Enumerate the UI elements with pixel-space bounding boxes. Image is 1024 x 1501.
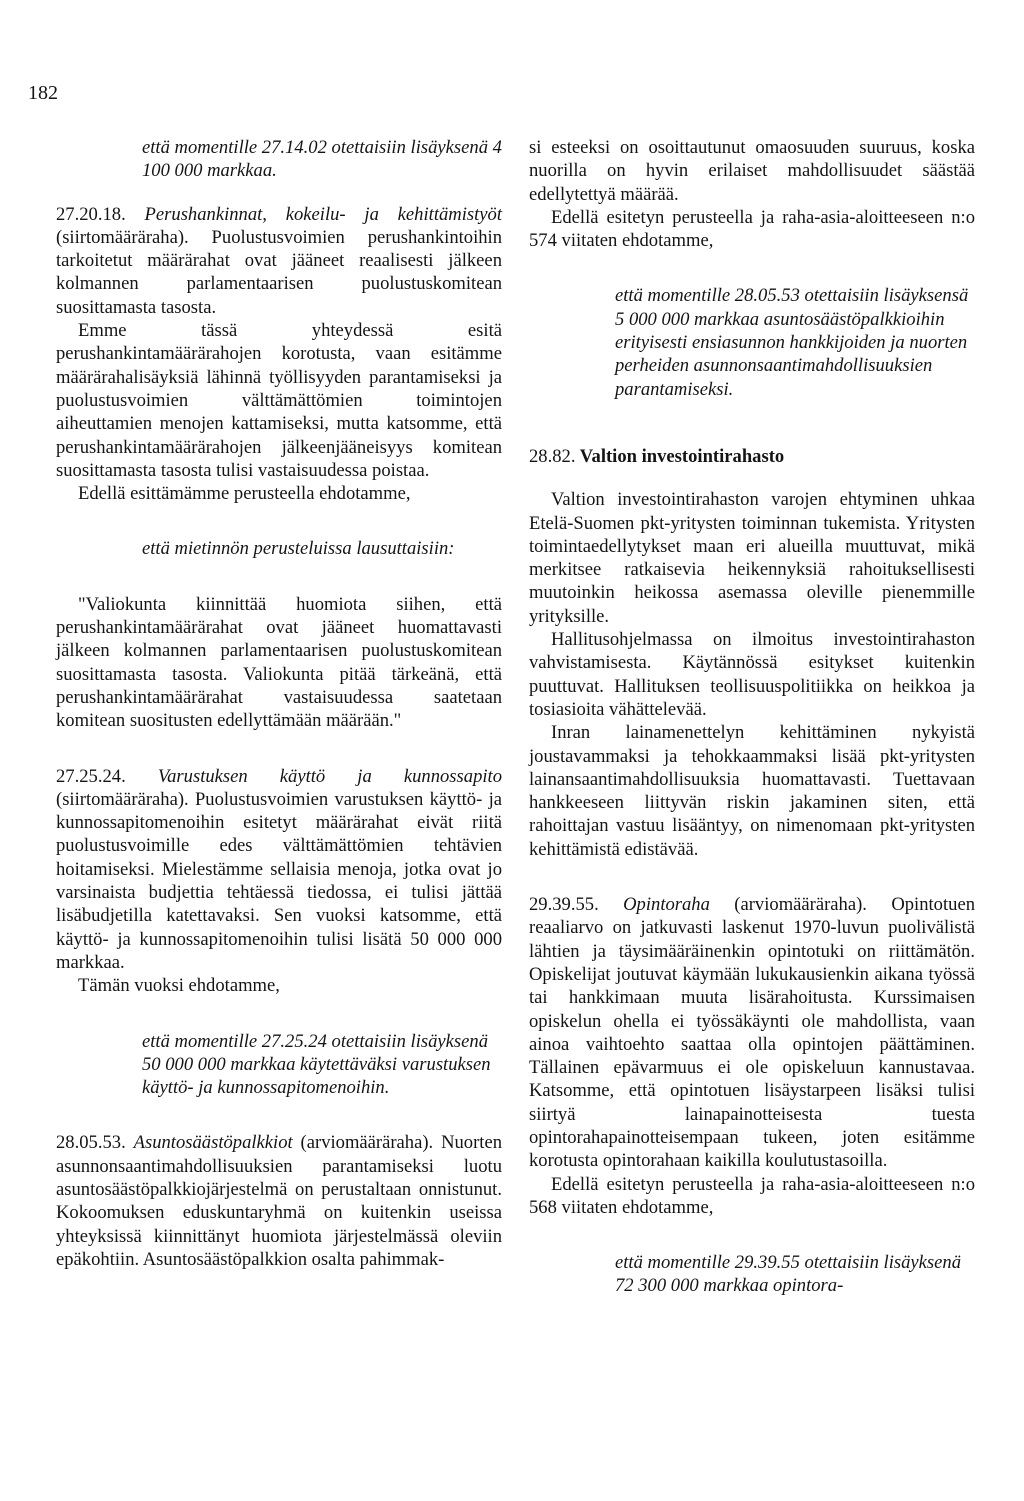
body-paragraph: Edellä esitetyn perusteella ja raha-asia-aloitteeseen n:o 568 viitaten ehdotamme, [529, 1173, 975, 1218]
budget-item-title: Asuntosäästöpalkkiot [133, 1132, 293, 1154]
body-paragraph: Emme tässä yhteydessä esitä perushankintamäärärahojen korotusta, vaan esitämme määrärahalisäyksiä lähinnä työllisyyden parantamiseksi ja puolustusvoimien välttämättömien toimintojen aiheuttamien menojen kattamiseksi, mutta katsomme, että perushankintamäärärahojen jälkeenjääneisyys komitean suosittamasta tasosta tulisi vastaisuudessa poistaa. [56, 320, 502, 481]
budget-item-title: Opintoraha [623, 894, 710, 916]
proposal-text: että momentille 29.39.55 otettaisiin lisäyksenä 72 300 000 markkaa opintora- [615, 1252, 961, 1297]
budget-item-text: (arviomääräraha). Opintotuen reaaliarvo on jatkuvasti laskenut 1970-luvun puolivälistä lähtien ja täysimääräinenkin opintotuki on riittämätön. Opiskelijat joutuvat käymään lukukausienkin aikana työssä tai hankkimaan muuta lisärahoitusta. Kurssimaisen opiskelun ohella ei työssäkäynti ole mahdollista, vaan ainoa vaihtoehto saattaa olla opintojen päättäminen. Tällainen epävarmuus ei ole opiskeluun kannustavaa. Katsomme, että opintotuen lisäystarpeen lisäksi tulisi siirtyä lainapainotteisesta tuesta opintorahapainotteisempaan tukeen, joten esitämme korotusta opintorahaan kaikilla koulutustasoilla. [529, 894, 975, 1172]
section-heading [529, 445, 975, 468]
proposal-text: että momentille 28.05.53 otettaisiin lisäyksensä 5 000 000 markkaa asuntosäästöpalkkioihin erityisesti ensiasunnon hankkijoiden ja nuorten perheiden asunnonsaantimahdollisuuksien parantamiseksi. [615, 285, 969, 400]
body-paragraph: Tämän vuoksi ehdotamme, [78, 975, 280, 997]
proposal-text: että momentille 27.14.02 otettaisiin lisäyksenä 4 100 000 markkaa. [142, 137, 502, 182]
body-paragraph: Valtion investointirahaston varojen ehtyminen uhkaa Etelä-Suomen pkt-yritysten toiminnan tukemista. Yritysten toimintaedellytykset maan eri alueilla muuttuvat, mikä merkitsee ratkaisevia heikennyksiä rahoituksellisesti muutoinkin heikossa asemassa oleville pienemmille yrityksille. [529, 489, 975, 627]
body-paragraph: Edellä esittämämme perusteella ehdotamme, [78, 483, 411, 505]
left-column [56, 136, 502, 1271]
page-number: 182 [28, 82, 58, 104]
budget-item-title: Varustuksen käyttö ja kunnossapito [157, 765, 502, 787]
budget-item-paragraph [56, 765, 502, 975]
budget-item-text: (siirtomääräraha). Puolustusvoimien perushankintoihin tarkoitetut määrärahat ovat jääneet reaalisesti jälkeen kolmannen parlamentaarisen puolustuskomitean suosittamasta tasosta. [56, 226, 502, 318]
right-column [529, 136, 975, 1298]
budget-item-number: 28.05.53. [56, 1132, 126, 1154]
body-paragraph: si esteeksi on osoittautunut omaosuuden suuruus, koska nuorilla on hyvin erilaiset mahdollisuudet säästää edellytettyä määrää. [529, 137, 975, 205]
body-paragraph: Edellä esitetyn perusteella ja raha-asia-aloitteeseen n:o 574 viitaten ehdotamme, [529, 206, 975, 252]
section-heading-title: Valtion investointirahasto [579, 445, 785, 467]
section-heading-number: 28.82. [529, 445, 576, 467]
budget-item-number: 27.20.18. [56, 203, 126, 225]
budget-item-text: (siirtomääräraha). Puolustusvoimien varustuksen käyttö- ja kunnossapitomenoihin esitetyt määrärahat eivät riitä puolustusvoimille edes välttämättömien tehtävien hoitamiseksi. Mielestämme sellaisia menoja, jotka ovat jo varsinaista budjettia tehtäessä tiedossa, ei tulisi jättää lisäbudjetilla katettavaksi. Sen vuoksi katsomme, että käyttö- ja kunnossapitomenoihin tulisi lisätä 50 000 000 markkaa. [56, 788, 502, 973]
proposal-text: että momentille 27.25.24 otettaisiin lisäyksenä 50 000 000 markkaa käytettäväksi varustuksen käyttö- ja kunnossapitomenoihin. [142, 1030, 491, 1099]
budget-item-paragraph [529, 893, 975, 1173]
body-paragraph: Hallitusohjelmassa on ilmoitus investointirahaston vahvistamisesta. Käytännössä esitykset kuitenkin puuttuvat. Hallituksen teollisuuspolitiikka on heikkoa ja tosiasioita vähättelevää. [529, 629, 975, 720]
budget-item-number: 29.39.55. [529, 894, 599, 916]
budget-item-title: Perushankinnat, kokeilu- ja kehittämistyöt [144, 203, 502, 225]
budget-item-text: (arviomääräraha). Nuorten asunnonsaantimahdollisuuksien parantamiseksi luotu asuntosäästöpalkkiojärjestelmä on perustaltaan onnistunut. Kokoomuksen eduskuntaryhmä on kuitenkin useissa yhteyksissä kiinnittänyt huomiota järjestelmässä oleviin epäkohtiin. Asuntosäästöpalkkion osalta pahimmak- [56, 1132, 502, 1270]
budget-item-paragraph [56, 1131, 502, 1271]
budget-item-paragraph [56, 203, 502, 319]
budget-item-number: 27.25.24. [56, 765, 126, 787]
committee-quote: "Valiokunta kiinnittää huomiota siihen, että perushankintamäärärahat ovat jääneet huomattavasti jälkeen kolmannen parlamentaarisen puolustuskomitean suosittamasta tasosta. Valiokunta pitää tärkeänä, että perushankintamäärärahat vastaisuudessa saatetaan komitean suositusten edellyttämään määrään." [56, 593, 502, 732]
body-paragraph: Inran lainamenettelyn kehittäminen nykyistä joustavammaksi ja tehokkaammaksi lisää pkt-yritysten lainansaantimahdollisuuksia huomattavasti. Tuettavaan hankkeeseen liittyvän riskin jakaminen siten, että rahoittajan vastuu lisääntyy, on nimenomaan pkt-yritysten kehittämistä edistävää. [529, 722, 975, 860]
proposal-text: että mietinnön perusteluissa lausuttaisiin: [142, 538, 455, 560]
